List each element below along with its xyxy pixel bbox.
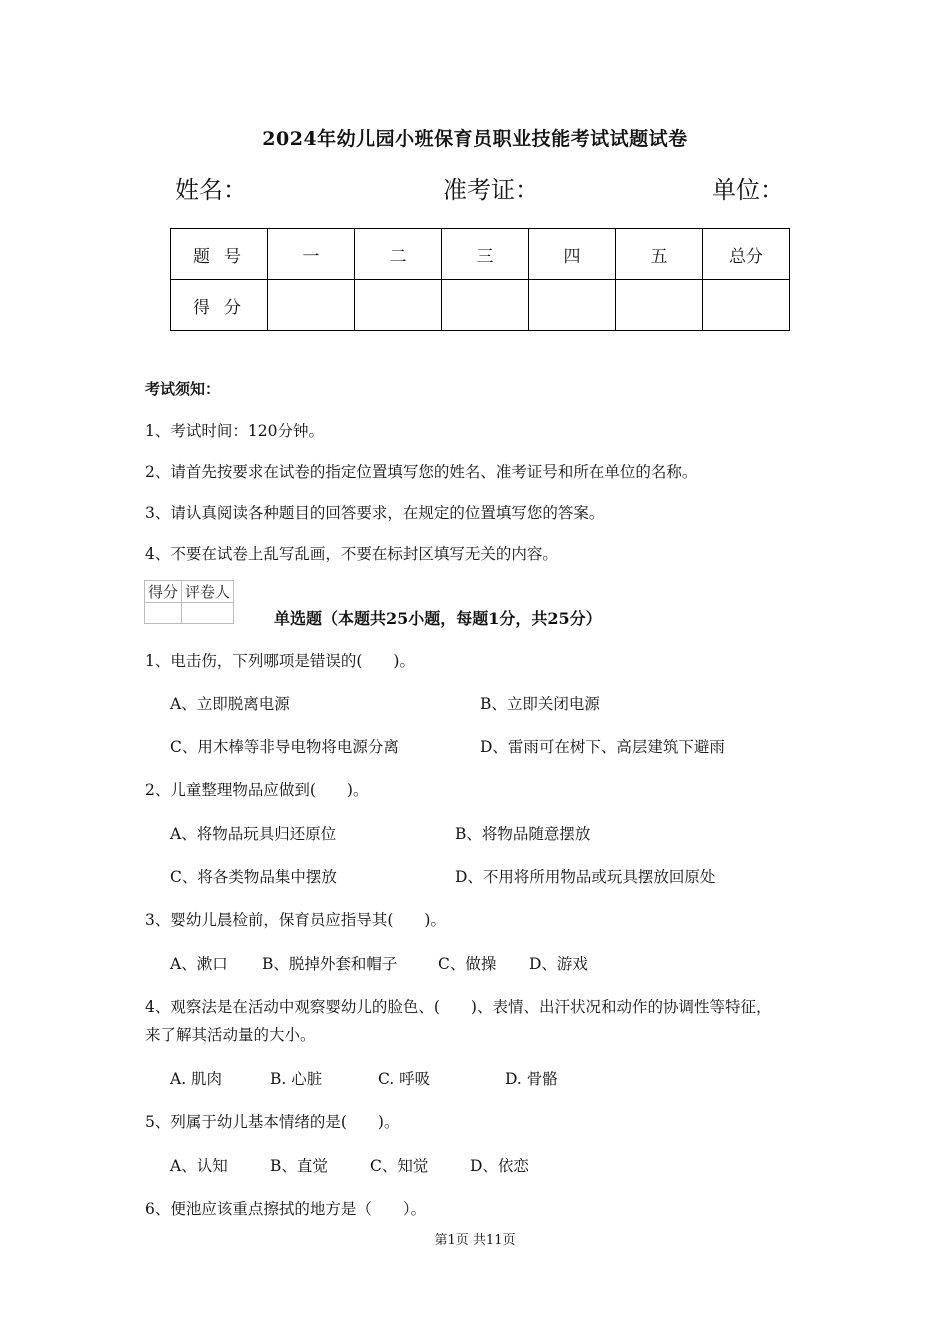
option-a: A、立即脱离电源: [170, 695, 290, 713]
score-entry-cell[interactable]: [355, 280, 442, 331]
grader-score-cell[interactable]: [145, 603, 182, 624]
score-table-cell: 二: [355, 229, 442, 280]
option-b: B、脱掉外套和帽子: [262, 955, 398, 973]
option-b: B、将物品随意摆放: [455, 825, 591, 843]
option-d: D. 骨骼: [505, 1070, 558, 1088]
score-entry-cell[interactable]: [442, 280, 529, 331]
score-entry-cell[interactable]: [268, 280, 355, 331]
notice-item: 3、请认真阅读各种题目的回答要求，在规定的位置填写您的答案。: [145, 504, 605, 522]
option-b: B、直觉: [270, 1157, 328, 1175]
question-text: 6、便池应该重点擦拭的地方是（ ）。: [145, 1200, 427, 1218]
score-entry-cell[interactable]: [529, 280, 616, 331]
unit-field-label: 单位：: [712, 176, 784, 204]
option-c: C、做操: [438, 955, 497, 973]
grader-reviewer-cell[interactable]: [182, 603, 234, 624]
grader-score-label: 得分: [145, 581, 182, 603]
question-text: 2、儿童整理物品应做到( )。: [145, 781, 369, 799]
score-entry-cell[interactable]: [703, 280, 790, 331]
option-d: D、雷雨可在树下、高层建筑下避雨: [480, 738, 725, 756]
grader-box: [144, 580, 234, 624]
score-entry-cell[interactable]: [616, 280, 703, 331]
question-text: 3、婴幼儿晨检前，保育员应指导其( )。: [145, 911, 446, 929]
option-c: C. 呼吸: [378, 1070, 431, 1088]
score-table: [170, 228, 790, 331]
score-table-score-row: [171, 280, 790, 331]
score-table-cell: 一: [268, 229, 355, 280]
notice-heading: 考试须知：: [145, 380, 221, 398]
name-field-label: 姓名：: [175, 176, 247, 204]
option-a: A. 肌肉: [170, 1070, 223, 1088]
notice-item: 4、不要在试卷上乱写乱画，不要在标封区填写无关的内容。: [145, 545, 558, 563]
option-b: B. 心脏: [270, 1070, 323, 1088]
exam-id-field-label: 准考证：: [443, 176, 539, 204]
option-a: A、漱口: [170, 955, 228, 973]
option-b: B、立即关闭电源: [480, 695, 600, 713]
score-table-cell: 得分: [171, 280, 268, 331]
page-number-footer: 第1页 共11页: [434, 1233, 516, 1248]
question-text: 4、观察法是在活动中观察婴幼儿的脸色、( )、表情、出汗状况和动作的协调性等特征，: [145, 998, 772, 1016]
option-c: C、将各类物品集中摆放: [170, 868, 337, 886]
grader-reviewer-label: 评卷人: [182, 581, 234, 603]
option-c: C、用木棒等非导电物将电源分离: [170, 738, 399, 756]
score-table-header-row: [171, 229, 790, 280]
option-d: D、依恋: [470, 1157, 529, 1175]
section-title: 单选题（本题共25小题，每题1分，共25分）: [274, 609, 602, 628]
page-title: 2024年幼儿园小班保育员职业技能考试试题试卷: [262, 128, 688, 150]
question-text: 5、列属于幼儿基本情绪的是( )。: [145, 1113, 400, 1131]
option-a: A、认知: [170, 1157, 228, 1175]
option-d: D、游戏: [529, 955, 588, 973]
notice-item: 2、请首先按要求在试卷的指定位置填写您的姓名、准考证号和所在单位的名称。: [145, 463, 698, 481]
score-table-cell: 题号: [171, 229, 268, 280]
score-table-cell: 总分: [703, 229, 790, 280]
score-table-cell: 三: [442, 229, 529, 280]
option-a: A、将物品玩具归还原位: [170, 825, 337, 843]
score-table-cell: 四: [529, 229, 616, 280]
question-text: 1、电击伤，下列哪项是错误的( )。: [145, 652, 415, 670]
score-table-cell: 五: [616, 229, 703, 280]
notice-item: 1、考试时间：120分钟。: [145, 422, 324, 440]
option-d: D、不用将所用物品或玩具摆放回原处: [455, 868, 716, 886]
question-text-continued: 来了解其活动量的大小。: [145, 1026, 316, 1044]
option-c: C、知觉: [370, 1157, 429, 1175]
